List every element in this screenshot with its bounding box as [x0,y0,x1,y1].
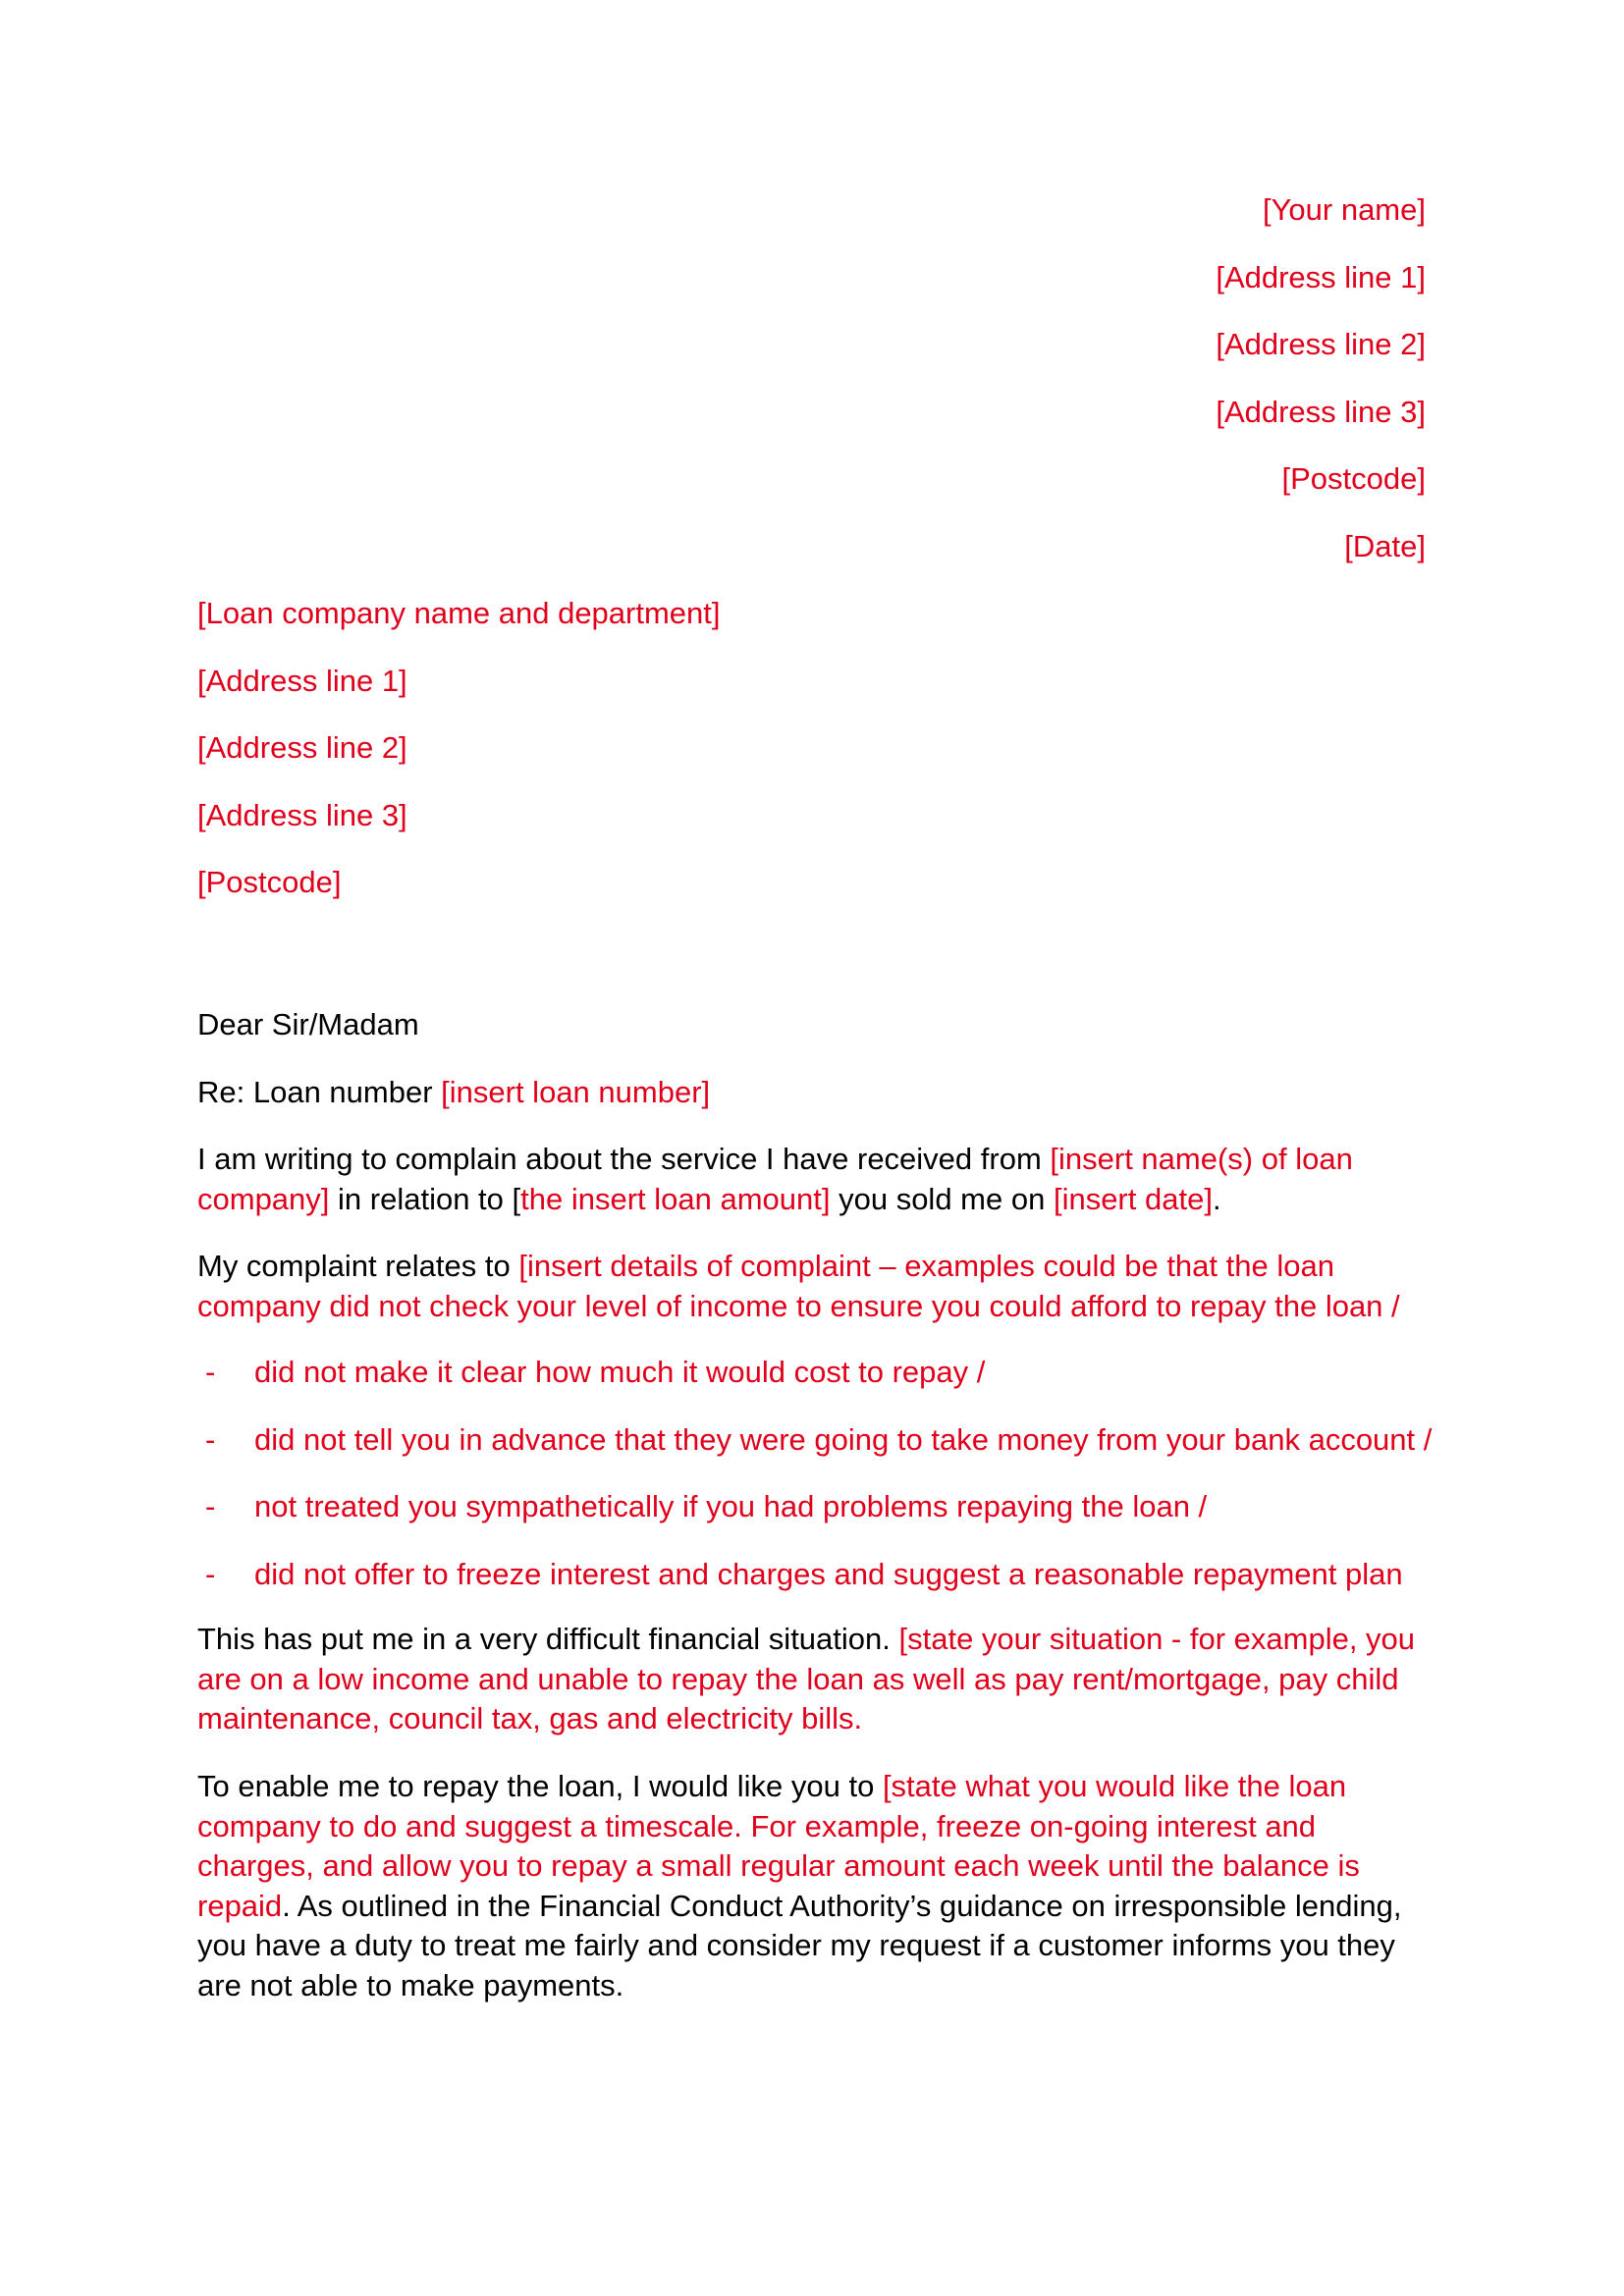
intro-text-4: . [1212,1181,1221,1216]
list-item [197,1420,1474,1460]
request-placeholder: [state what you would like the loan company to do and suggest a timescale. For example, freeze on-going interest and charges, and allow you to repay a small regular amount each week until the balance is repaid [197,1769,1360,1923]
paragraph-complaint [197,1247,1435,1326]
intro-text-1: I am writing to complain about the service I have received from [197,1142,1051,1176]
recipient-address-line-1: [Address line 1] [197,663,407,698]
sender-address-line-1: [Address line 1] [1216,259,1426,294]
salutation: Dear Sir/Madam [197,1007,419,1041]
intro-text-3: you sold me on [830,1181,1054,1216]
loan-company-placeholder: [insert name(s) of loan company] [197,1142,1353,1216]
bullet-text: did not make it clear how much it would cost to repay / [254,1355,986,1389]
dash-bullet-icon: - [205,1489,216,1523]
list-item [197,1487,1474,1526]
sender-address-block [1216,194,1426,598]
recipient-address-line-2: [Address line 2] [197,730,407,765]
situation-placeholder: [state your situation - for example, you are on a low income and unable to repay the loan as well as pay rent/mortgage, pay child maintenance, council tax, gas and electricity bills. [197,1622,1416,1735]
loan-date-placeholder: [insert date] [1053,1181,1213,1216]
paragraph-situation [197,1620,1435,1739]
bullet-text: did not offer to freeze interest and charges and suggest a reasonable repayment plan [254,1556,1403,1591]
dash-bullet-icon: - [205,1355,216,1389]
complaint-details-placeholder: [insert details of complaint – examples could be that the loan company did not check your level of income to ensure you could afford to repay the loan / [197,1249,1400,1323]
sender-address-line-2: [Address line 2] [1216,327,1426,361]
bullet-text: did not tell you in advance that they were going to take money from your bank account / [254,1421,1433,1457]
list-item [197,1555,1474,1594]
complaint-bullet-list [197,1353,1474,1622]
intro-text-2: in relation to [ [329,1181,521,1216]
bullet-text: not treated you sympathetically if you had problems repaying the loan / [254,1489,1208,1523]
loan-number-placeholder: [insert loan number] [441,1075,711,1109]
dash-bullet-icon: - [205,1421,216,1457]
reference-label: Re: Loan number [197,1075,442,1109]
loan-amount-placeholder: the insert loan amount] [520,1181,831,1216]
list-item [197,1353,1474,1392]
recipient-postcode: [Postcode] [197,865,342,899]
sender-address-line-3: [Address line 3] [1216,394,1426,429]
sender-name: [Your name] [1262,192,1426,227]
situation-text: This has put me in a very difficult financial situation. [197,1622,899,1656]
recipient-company: [Loan company name and department] [197,596,721,630]
letter-date: [Date] [1344,528,1426,563]
request-text-2: . As outlined in the Financial Conduct Authority’s guidance on irresponsible lending, you have a duty to treat me fairly and consider my request if a customer informs you they are not able to make payments. [197,1888,1402,2002]
reference-line [197,1073,1435,1113]
recipient-address-block [197,598,721,934]
dash-bullet-icon: - [205,1556,216,1591]
complaint-text: My complaint relates to [197,1249,519,1283]
paragraph-request [197,1767,1435,2005]
request-text-1: To enable me to repay the loan, I would like you to [197,1769,883,1803]
recipient-address-line-3: [Address line 3] [197,797,407,832]
paragraph-intro [197,1140,1435,1219]
sender-postcode: [Postcode] [1281,461,1426,496]
